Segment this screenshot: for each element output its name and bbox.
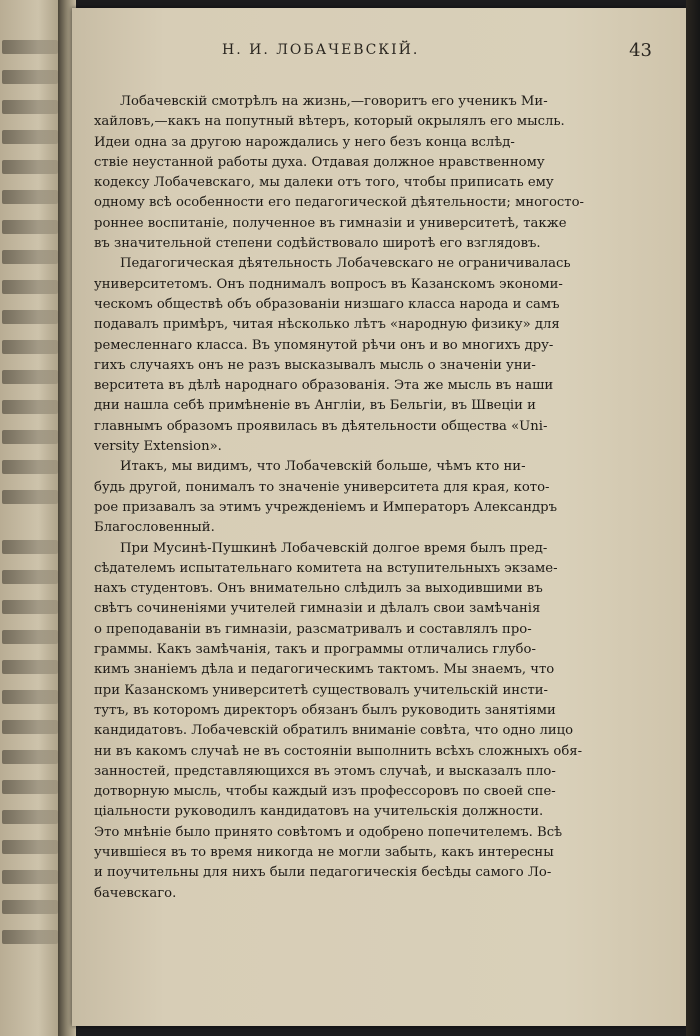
text-line: подавалъ примѣръ, читая нѣсколько лѣтъ «народную физику» для <box>94 317 560 333</box>
text-line: гихъ случаяхъ онъ не разъ высказывалъ мысль о значеніи уни- <box>94 357 536 373</box>
text-line: кандидатовъ. Лобачевскій обратилъ вниманіе совѣта, что одно лицо <box>94 723 574 739</box>
text-line: дотворную мысль, чтобы каждый изъ профессоровъ по своей спе- <box>94 784 556 800</box>
text-line: Итакъ, мы видимъ, что Лобачевскій больше, чѣмъ кто ни- <box>120 459 526 475</box>
text-line: нахъ студентовъ. Онъ внимательно слѣдилъ за выходившими въ <box>94 581 543 597</box>
text-line: кимъ знаніемъ дѣла и педагогическимъ тактомъ. Мы знаемъ, что <box>94 662 555 678</box>
text-line: дни нашла себѣ примѣненіе въ Англіи, въ Бельгіи, въ Швеціи и <box>94 398 536 414</box>
text-line: versity Extension». <box>94 439 222 455</box>
text-line: кодексу Лобачевскаго, мы далеки отъ того, чтобы приписать ему <box>94 175 554 191</box>
text-line: главнымъ образомъ проявилась въ дѣятельности общества «Uni- <box>94 418 548 434</box>
text-line: Это мнѣніе было принято совѣтомъ и одобрено попечителемъ. Всѣ <box>94 824 563 840</box>
text-line: ческомъ обществѣ объ образованіи низшаго класса народа и самъ <box>94 296 560 312</box>
book-page <box>72 8 686 1026</box>
paragraph-3 <box>94 457 626 538</box>
text-line: будь другой, понималъ то значеніе университета для края, кото- <box>94 479 550 495</box>
page-header <box>72 40 686 64</box>
page-stack-edge <box>686 0 700 1036</box>
text-line: университетомъ. Онъ поднималъ вопросъ въ Казанскомъ экономи- <box>94 276 563 292</box>
text-line: учившіеся въ то время никогда не могли забыть, какъ интересны <box>94 844 554 860</box>
paragraph-2 <box>94 254 626 457</box>
running-head: Н. И. ЛОБАЧЕВСКІЙ. <box>222 42 420 58</box>
text-line: хайловъ,—какъ на попутный вѣтеръ, который окрылялъ его мысль. <box>94 114 565 130</box>
text-line: Благословенный. <box>94 520 215 536</box>
text-line: свѣтъ сочиненіями учителей гимназіи и дѣлалъ свои замѣчанія <box>94 601 541 617</box>
text-line: занностей, представляющихся въ этомъ случаѣ, и высказалъ пло- <box>94 763 556 779</box>
text-line: роннее воспитаніе, полученное въ гимназіи и университетѣ, также <box>94 215 567 231</box>
text-line: ремесленнаго класса. Въ упомянутой рѣчи онъ и во многихъ дру- <box>94 337 554 353</box>
text-line: граммы. Какъ замѣчанія, такъ и программы отличались глубо- <box>94 642 536 658</box>
text-line: ни въ какомъ случаѣ не въ состояніи выполнить всѣхъ сложныхъ обя- <box>94 743 583 759</box>
text-line: и поучительны для нихъ были педагогическія бесѣды самого Ло- <box>94 865 552 881</box>
text-line: При Мусинѣ-Пушкинѣ Лобачевскій долгое время былъ пред- <box>120 540 548 556</box>
text-line: Идеи одна за другою нарождались у него безъ конца вслѣд- <box>94 134 515 150</box>
text-line: о преподаваніи въ гимназіи, разсматривалъ и составлялъ про- <box>94 621 532 637</box>
text-line: Педагогическая дѣятельность Лобачевскаго не ограничивалась <box>120 256 571 272</box>
text-line: одному всѣ особенности его педагогической дѣятельности; многосто- <box>94 195 584 211</box>
paragraph-1 <box>94 92 626 254</box>
text-line: при Казанскомъ университетѣ существовалъ учительскій инсти- <box>94 682 549 698</box>
page-number: 43 <box>629 40 652 61</box>
facing-page-edge <box>0 0 64 1036</box>
text-line: въ значительной степени содѣйствовало широтѣ его взглядовъ. <box>94 236 541 252</box>
text-line: бачевскаго. <box>94 885 177 901</box>
text-line: сѣдателемъ испытательнаго комитета на вступительныхъ экзаме- <box>94 560 558 576</box>
text-line: ствіе неустанной работы духа. Отдавая должное нравственному <box>94 154 545 170</box>
text-line: Лобачевскій смотрѣлъ на жизнь,—говоритъ его ученикъ Ми- <box>120 94 548 109</box>
paragraph-4 <box>94 539 626 904</box>
text-line: ціальности руководилъ кандидатовъ на учительскія должности. <box>94 804 544 820</box>
text-line: верситета въ дѣлѣ народнаго образованія. Эта же мысль въ наши <box>94 378 554 394</box>
text-line: рое призавалъ за этимъ учрежденіемъ и Императоръ Александръ <box>94 499 557 515</box>
body-text <box>94 92 626 904</box>
text-line: тутъ, въ которомъ директоръ обязанъ былъ руководить занятіями <box>94 702 556 718</box>
